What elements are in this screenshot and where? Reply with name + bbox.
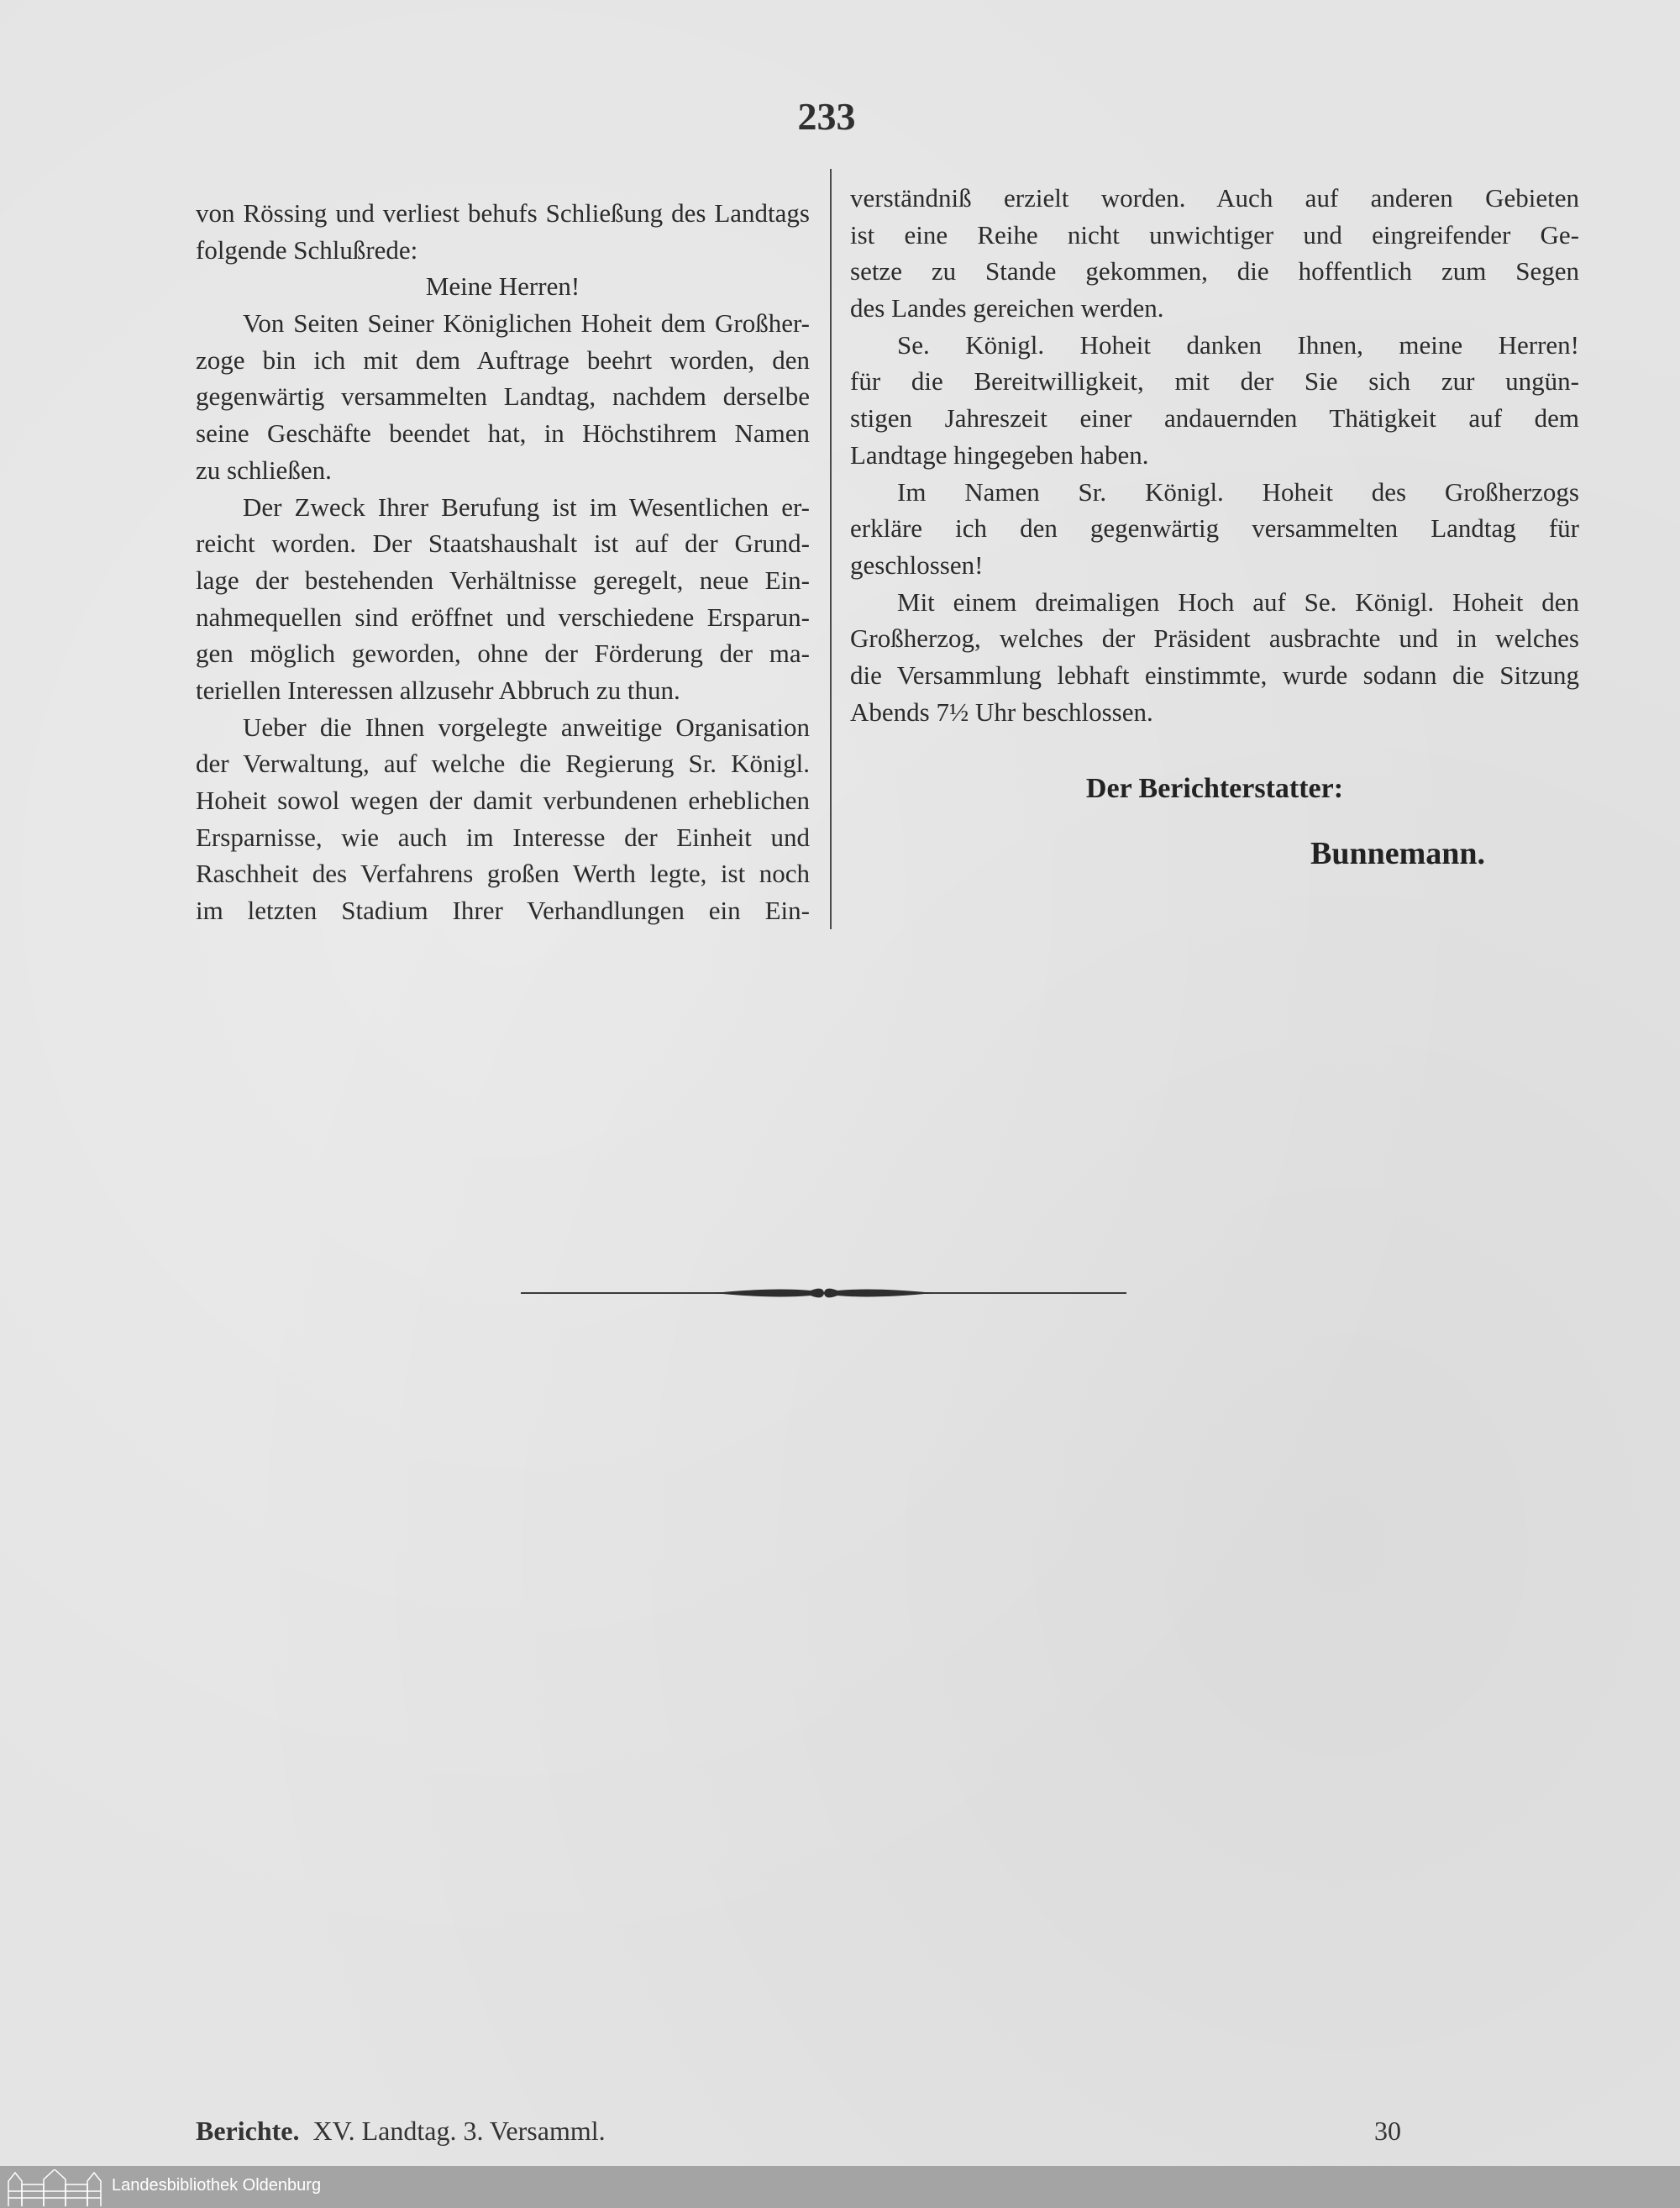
text-line: seine Geschäfte beendet hat, in Höchstihrem Namen <box>196 418 810 449</box>
text-line: setze zu Stande gekommen, die hoffentlich zum Segen <box>850 256 1579 287</box>
right-column <box>850 180 1579 730</box>
text-line: geschlossen! <box>850 549 984 580</box>
text-line: Der Zweck Ihrer Berufung ist im Wesentlichen er- <box>243 492 810 522</box>
text-line: Abends 7½ Uhr beschlossen. <box>850 697 1153 727</box>
page-number: 233 <box>797 95 856 138</box>
text-line: nahmequellen sind eröffnet und verschiedene Ersparun- <box>196 602 810 632</box>
text-line: Meine Herren! <box>425 271 580 302</box>
library-building-icon <box>7 2169 102 2206</box>
text-line: ist eine Reihe nicht unwichtiger und eingreifender Ge- <box>850 219 1579 250</box>
text-line: von Rössing und verliest behufs Schließung des Landtags <box>196 198 810 228</box>
text-line: folgende Schlußrede: <box>196 234 418 265</box>
text-line: Ersparnisse, wie auch im Interesse der Einheit und <box>196 822 810 852</box>
text-line: der Verwaltung, auf welche die Regierung Sr. Königl. <box>196 749 810 779</box>
text-line: Raschheit des Verfahrens großen Werth legte, ist noch <box>196 859 810 889</box>
text-line: Großherzog, welches der Präsident ausbrachte und in welches <box>850 623 1579 654</box>
text-line: erkläre ich den gegenwärtig versammelten Landtag für <box>850 513 1579 544</box>
text-line: gen möglich geworden, ohne der Förderung der ma- <box>196 639 810 669</box>
text-line: des Landes gereichen werden. <box>850 293 1164 323</box>
text-line: Hoheit sowol wegen der damit verbundenen erheblichen <box>196 786 810 815</box>
text-line: verständniß erzielt worden. Auch auf anderen Gebieten <box>850 183 1579 213</box>
footer-title <box>196 2116 606 2147</box>
text-line: zoge bin ich mit dem Auftrage beehrt worden, den <box>196 344 810 375</box>
text-line: im letzten Stadium Ihrer Verhandlungen ein Ein- <box>196 896 810 926</box>
footer-series: Berichte. <box>196 2116 300 2146</box>
text-line: Mit einem dreimaligen Hoch auf Se. Königl. Hoheit den <box>897 586 1579 617</box>
reporter-signature: Bunnemann. <box>1310 836 1486 871</box>
text-line: Von Seiten Seiner Königlichen Hoheit dem Großher- <box>243 308 810 339</box>
text-line: Ueber die Ihnen vorgelegte anweitige Organisation <box>243 712 810 742</box>
text-line: Im Namen Sr. Königl. Hoheit des Großherzogs <box>897 476 1579 507</box>
text-line: für die Bereitwilligkeit, mit der Sie sich zur ungün- <box>850 366 1579 397</box>
text-line: stigen Jahreszeit einer andauernden Thätigkeit auf dem <box>850 403 1579 434</box>
text-line: lage der bestehenden Verhältnisse geregelt, neue Ein- <box>196 565 810 595</box>
text-line: Se. Königl. Hoheit danken Ihnen, meine Herren! <box>897 329 1579 360</box>
library-bar <box>0 2166 1680 2208</box>
text-line: die Versammlung lebhaft einstimmte, wurde sodann die Sitzung <box>850 660 1579 690</box>
footer-volume: XV. Landtag. 3. Versamml. <box>312 2116 606 2146</box>
reporter-label: Der Berichterstatter: <box>1085 773 1344 804</box>
column-divider <box>830 169 832 929</box>
text-line: Landtage hingegeben haben. <box>850 439 1149 470</box>
footer-sheet-number: 30 <box>1374 2116 1401 2146</box>
text-line: gegenwärtig versammelten Landtag, nachdem derselbe <box>196 381 810 412</box>
text-line: reicht worden. Der Staatshaushalt ist auf der Grund- <box>196 528 810 559</box>
ornamental-rule-icon <box>521 1280 1126 1306</box>
text-line: teriellen Interessen allzusehr Abbruch zu thun. <box>196 675 680 705</box>
left-column <box>196 195 810 929</box>
text-line: zu schließen. <box>196 455 332 485</box>
library-name: Landesbibliothek Oldenburg <box>112 2176 322 2195</box>
